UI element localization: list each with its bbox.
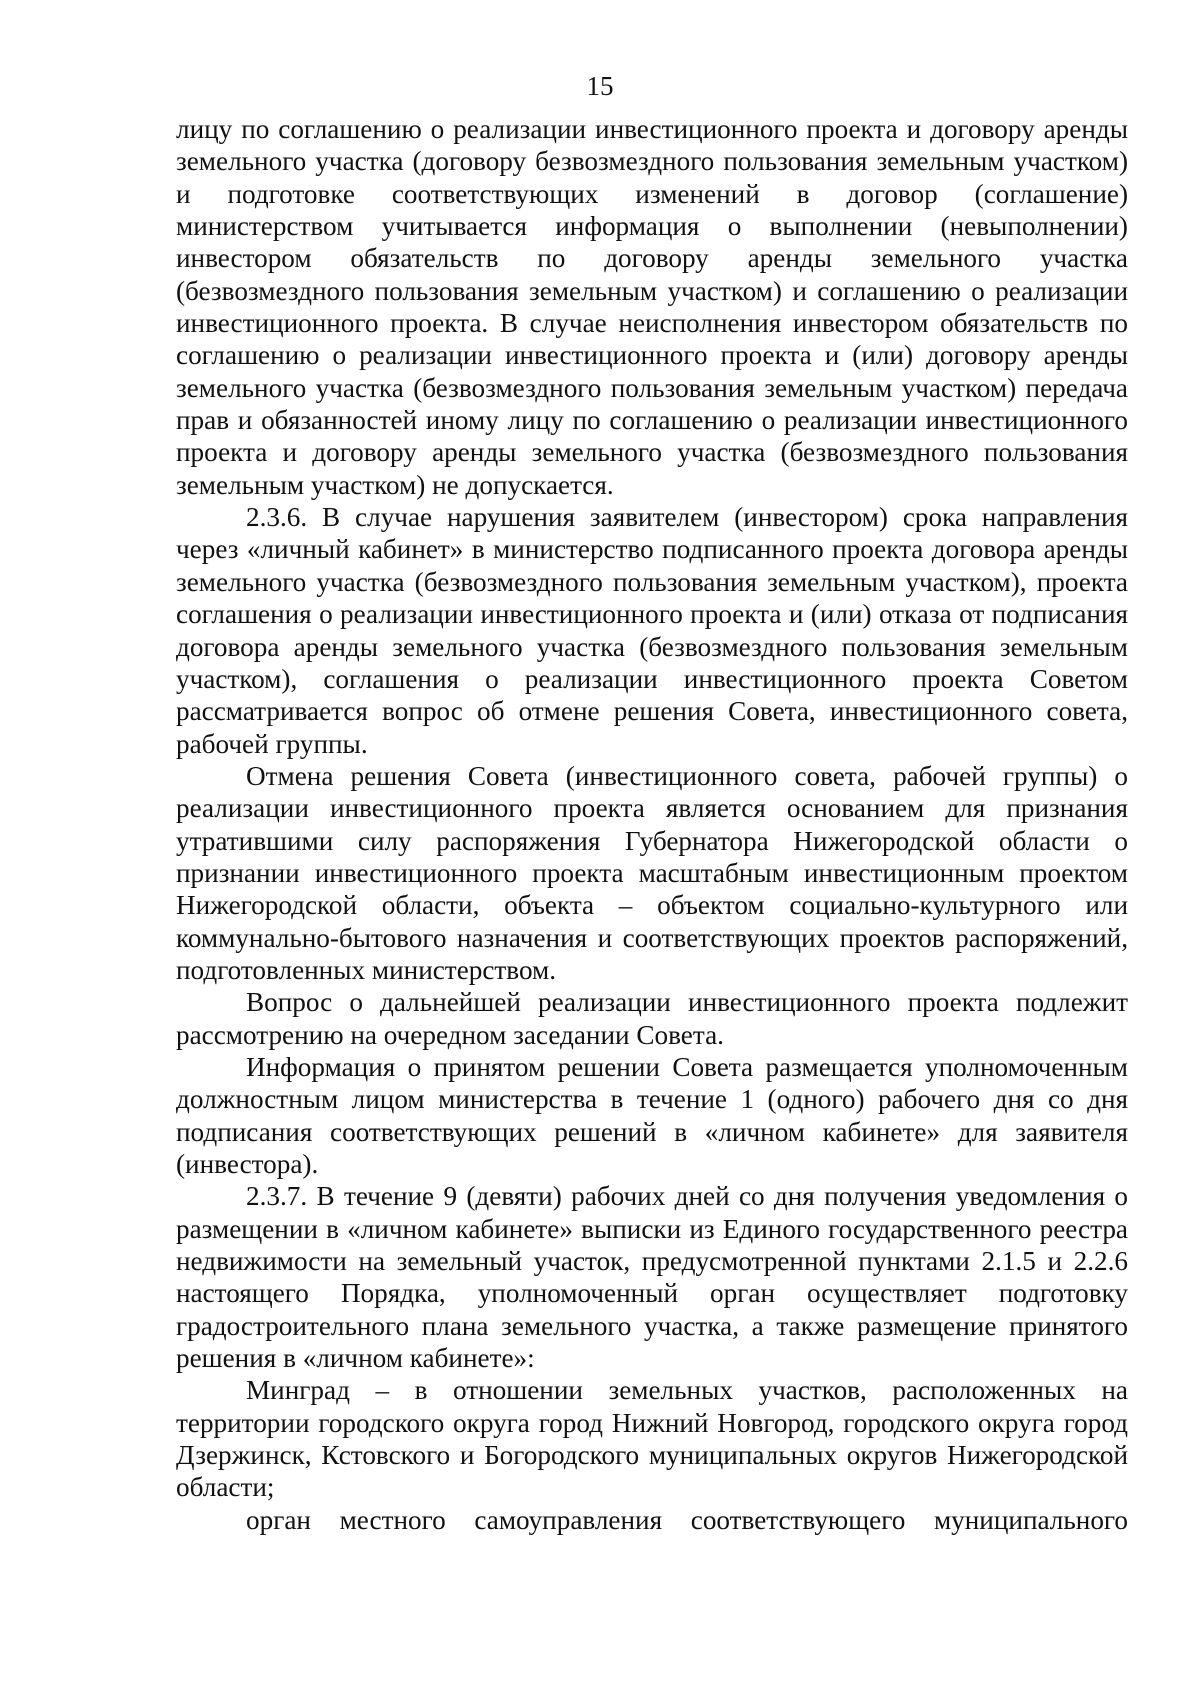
paragraph-further-implementation: Вопрос о дальнейшей реализации инвестиционного проекта подлежит рассмотрению на очередном заседании Совета. — [176, 987, 1128, 1050]
paragraph-information: Информация о принятом решении Совета размещается уполномоченным должностным лицом министерства в течение 1 (одного) рабочего дня со дня подписания соответствующих решений в «личном кабинете» для заявителя (инвестора). — [176, 1051, 1128, 1179]
paragraph-2-3-7: 2.3.7. В течение 9 (девяти) рабочих дней со дня получения уведомления о размещении в «личном кабинете» выписки из Единого государственного реестра недвижимости на земельный участок, предусмотренной пунктами 2.1.5 и 2.2.6 настоящего Порядка, уполномоченный орган осуществляет подготовку градостроительного плана земельного участка, а также размещение принятого решения в «личном кабинете»: — [176, 1181, 1128, 1374]
page-number: 15 — [586, 71, 614, 101]
document-body — [176, 113, 1128, 1536]
paragraph-continuation: лицу по соглашению о реализации инвестиционного проекта и договору аренды земельного участка (договору безвозмездного пользования земельным участком) и подготовке соответствующих изменений в договор (соглашение) министерством учитывается информация о выполнении (невыполнении) инвестором обязательств по договору аренды земельного участка (безвозмездного пользования земельным участком) и соглашению о реализации инвестиционного проекта. В случае неисполнения инвестором обязательств по соглашению о реализации инвестиционного проекта и (или) договору аренды земельного участка (безвозмездного пользования земельным участком) передача прав и обязанностей иному лицу по соглашению о реализации инвестиционного проекта и договору аренды земельного участка (безвозмездного пользования земельным участком) не допускается. — [176, 114, 1128, 500]
paragraph-mingrad: Минград – в отношении земельных участков, расположенных на территории городского округа город Нижний Новгород, городского округа город Дзержинск, Кстовского и Богородского муниципальных округов Нижегородской области; — [176, 1375, 1128, 1503]
paragraph-cancellation: Отмена решения Совета (инвестиционного совета, рабочей группы) о реализации инвестиционного проекта является основанием для признания утратившими силу распоряжения Губернатора Нижегородской области о признании инвестиционного проекта масштабным инвестиционным проектом Нижегородской области, объекта – объектом социально-культурного или коммунально-бытового назначения и соответствующих проектов распоряжений, подготовленных министерством. — [176, 760, 1128, 985]
paragraph-2-3-6: 2.3.6. В случае нарушения заявителем (инвестором) срока направления через «личный кабинет» в министерство подписанного проекта договора аренды земельного участка (безвозмездного пользования земельным участком), проекта соглашения о реализации инвестиционного проекта и (или) отказа от подписания договора аренды земельного участка (безвозмездного пользования земельным участком), соглашения о реализации инвестиционного проекта Советом рассматривается вопрос об отмене решения Совета, инвестиционного совета, рабочей группы. — [176, 502, 1128, 759]
paragraph-local-government: орган местного самоуправления соответствующего муниципального — [246, 1504, 1128, 1535]
